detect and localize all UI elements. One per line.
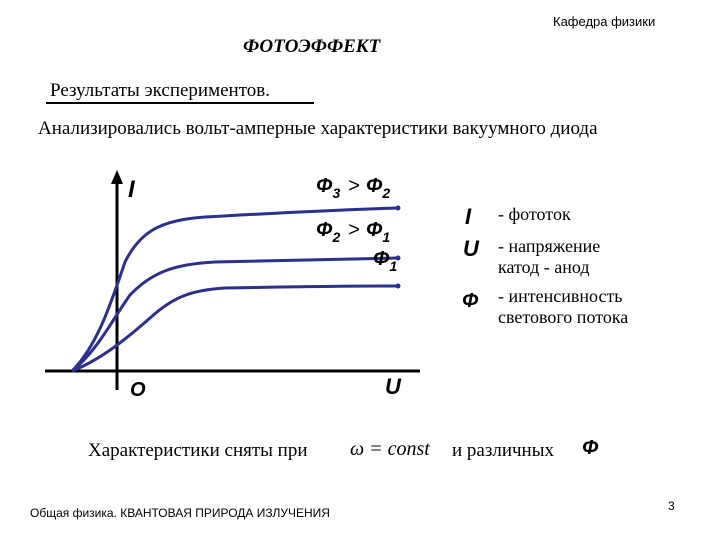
curve-phi1 xyxy=(72,286,398,371)
curve-label-relation: > xyxy=(348,175,360,197)
footer-suffix: и различных xyxy=(452,440,554,461)
page-number: 3 xyxy=(668,499,675,513)
x-axis-label: U xyxy=(385,374,401,399)
curve-label-symbol: Φ xyxy=(373,248,390,270)
curve-label-phi3-gt-phi2 xyxy=(316,175,390,201)
y-axis-label: I xyxy=(128,176,135,203)
curve-label-symbol: Φ xyxy=(365,175,383,197)
legend-text-voltage: - напряжение катод - анод xyxy=(498,236,601,277)
legend-symbol-phi: Φ xyxy=(462,290,479,312)
course-title: Общая физика. КВАНТОВАЯ ПРИРОДА ИЗЛУЧЕНИЯ xyxy=(30,506,330,520)
curve-label-subscript: 2 xyxy=(332,229,341,245)
legend-text-photocurrent: - фототок xyxy=(498,204,571,224)
footer-phi-symbol: Φ xyxy=(582,437,599,459)
legend-symbol-i: I xyxy=(465,204,472,229)
curve-label-phi2-gt-phi1 xyxy=(316,219,390,245)
legend-text-intensity: - интенсивность светового потока xyxy=(498,286,629,327)
curve-label-relation: > xyxy=(348,219,360,241)
curve-label-symbol: Φ xyxy=(365,219,383,241)
curve-label-symbol: Φ xyxy=(316,219,333,241)
curve-label-symbol: Φ xyxy=(316,175,333,197)
curve-label-subscript: 2 xyxy=(382,185,391,201)
origin-label: O xyxy=(130,379,146,401)
curve-phi3-endpoint xyxy=(396,206,401,211)
y-axis-arrow xyxy=(111,170,123,184)
intro-text: Анализировались вольт-амперные характеристики вакуумного диода xyxy=(38,118,598,139)
footer-formula: ω = const xyxy=(350,438,430,460)
curve-label-phi1 xyxy=(373,248,397,274)
footer-prefix: Характеристики сняты при xyxy=(88,440,308,461)
curve-label-subscript: 3 xyxy=(332,185,341,201)
curve-phi1-endpoint xyxy=(396,284,401,289)
curve-label-subscript: 1 xyxy=(389,258,398,274)
curve-label-subscript: 1 xyxy=(382,229,391,245)
legend-symbol-u: U xyxy=(463,236,479,261)
subtitle: Результаты экспериментов. xyxy=(50,80,270,101)
slide-title: ФОТОЭФФЕКТ xyxy=(243,36,381,57)
department-label: Кафедра физики xyxy=(553,14,656,29)
